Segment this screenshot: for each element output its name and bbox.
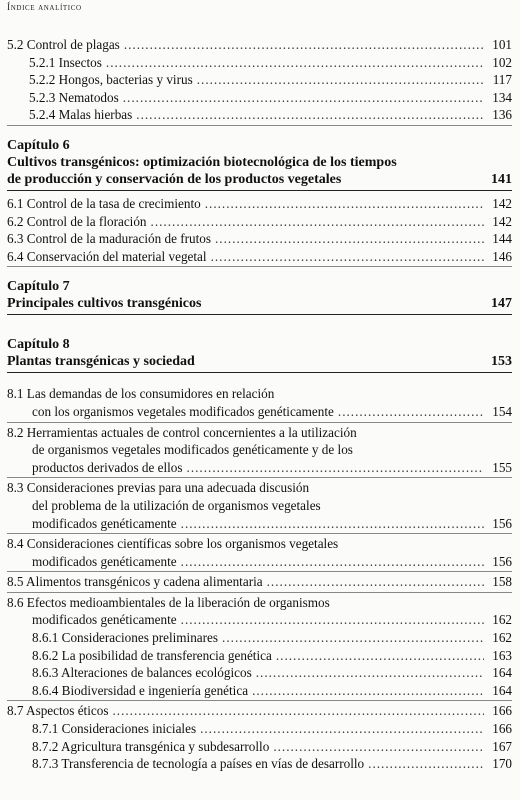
chapter-page-number: 153: [491, 354, 512, 370]
entry-title: Control de la tasa de crecimiento: [26, 195, 201, 211]
toc-entry-8-7[interactable]: [7, 702, 512, 772]
entry-title: Control de la floración: [26, 213, 147, 229]
chapter-page-number: 147: [491, 296, 512, 312]
chapter-label: Capítulo 7: [7, 279, 70, 295]
entry-title: 8.6.4 Biodiversidad e ingeniería genética: [32, 682, 249, 698]
page-number: 154: [492, 403, 512, 419]
toc-entry-6-1[interactable]: [7, 195, 512, 213]
page-number: 136: [492, 107, 512, 123]
leader-dots: [106, 54, 484, 72]
toc-entry-6-2[interactable]: [7, 213, 512, 231]
entry-title-line: del problema de la utilización de organismos vegetales: [32, 497, 321, 513]
leader-dots: [338, 403, 484, 421]
toc-entry-5-2-3[interactable]: [7, 89, 512, 107]
page-number: 101: [492, 37, 512, 52]
leader-dots: [136, 106, 484, 124]
leader-dots: [273, 738, 484, 756]
page-number: 162: [492, 630, 512, 646]
page-number: 156: [492, 515, 512, 531]
chapter-title: Principales cultivos transgénicos: [7, 296, 202, 312]
chapter-page-number: 141: [491, 171, 512, 187]
page-number: 167: [492, 738, 512, 754]
page-number: 142: [492, 213, 512, 229]
entry-number: 5.2: [7, 37, 24, 52]
page-number: 170: [492, 756, 512, 772]
chapter-7-heading[interactable]: [7, 279, 512, 315]
entry-title: Insectos: [58, 54, 102, 70]
page-number: 142: [492, 195, 512, 211]
chapter-6-entries: [7, 195, 512, 267]
entry-title-line: 8.2 Herramientas actuales de control concernientes a la utilización: [7, 424, 357, 440]
toc-entry-8-4[interactable]: [7, 535, 512, 572]
toc-entry-8-7-2[interactable]: [7, 738, 512, 756]
leader-dots: [215, 230, 484, 248]
running-head: Índice analítico: [7, 3, 82, 13]
leader-dots: [200, 720, 484, 738]
leader-dots: [181, 611, 484, 629]
page-number: 164: [492, 665, 512, 681]
leader-dots: [222, 629, 484, 647]
toc-entry-5-2[interactable]: [7, 36, 512, 54]
entry-title-line: modificados genéticamente: [32, 553, 177, 569]
entry-number: 6.4: [7, 248, 24, 264]
entry-title-line: 8.1 Las demandas de los consumidores en relación: [7, 386, 275, 402]
page-number: 155: [492, 459, 512, 475]
page-number: 163: [492, 647, 512, 663]
chapter-title-line: de producción y conservación de los productos vegetales: [7, 171, 342, 187]
chapter-6-heading[interactable]: [7, 138, 512, 191]
entry-title: Conservación del material vegetal: [26, 248, 207, 264]
entry-title-line: 8.5 Alimentos transgénicos y cadena alimentaria: [7, 574, 263, 590]
chapter-title-line: Cultivos transgénicos: optimización biotecnológica de los tiempos: [7, 154, 397, 170]
entry-title: Control de plagas: [26, 37, 120, 52]
toc-entry-5-2-4[interactable]: [7, 106, 512, 124]
toc-entry-8-5[interactable]: [7, 573, 512, 593]
toc-entry-8-2[interactable]: [7, 424, 512, 479]
entry-title: 8.7.3 Transferencia de tecnología a países en vías de desarrollo: [32, 756, 365, 772]
toc-entry-8-3[interactable]: [7, 479, 512, 534]
entry-title: Nematodos: [58, 89, 119, 105]
entry-title-line: 8.4 Consideraciones científicas sobre los organismos vegetales: [7, 536, 339, 552]
entry-number: 5.2.4: [29, 107, 56, 123]
entry-number: 6.1: [7, 195, 24, 211]
leader-dots: [151, 213, 484, 231]
entry-title-line: 8.6 Efectos medioambientales de la liberación de organismos: [7, 594, 330, 610]
leader-dots: [368, 755, 484, 773]
entry-title-line: 8.7 Aspectos éticos: [7, 703, 109, 719]
leader-dots: [205, 195, 484, 213]
toc-entry-8-6[interactable]: [7, 594, 512, 702]
entry-title-line: con los organismos vegetales modificados genéticamente: [32, 403, 334, 419]
toc-entry-8-7-3[interactable]: [7, 755, 512, 773]
chapter-title: Plantas transgénicas y sociedad: [7, 354, 195, 370]
toc-entry-6-4[interactable]: [7, 248, 512, 266]
leader-dots: [267, 573, 484, 591]
page-number: 166: [492, 721, 512, 737]
entry-title-line: productos derivados de ellos: [32, 459, 183, 475]
entry-title: 8.6.1 Consideraciones preliminares: [32, 630, 219, 646]
entry-number: 6.2: [7, 213, 24, 229]
entry-title: 8.6.3 Alteraciones de balances ecológicos: [32, 665, 252, 681]
toc-entry-8-6-1[interactable]: [7, 629, 512, 647]
toc-entry-8-6-3[interactable]: [7, 664, 512, 682]
table-of-contents: [7, 36, 512, 773]
page-number: 134: [492, 89, 512, 105]
toc-entry-8-1[interactable]: [7, 385, 512, 422]
page-number: 162: [492, 612, 512, 628]
leader-dots: [276, 647, 484, 665]
entry-title: Malas hierbas: [58, 107, 133, 123]
leader-dots: [124, 36, 484, 54]
leader-dots: [256, 664, 484, 682]
page-number: 146: [492, 248, 512, 264]
chapter-label: Capítulo 8: [7, 337, 70, 353]
toc-entry-8-6-2[interactable]: [7, 647, 512, 665]
page-number: 164: [492, 682, 512, 698]
page-number: 166: [492, 703, 512, 719]
entry-number: 5.2.2: [29, 72, 56, 88]
leader-dots: [181, 515, 484, 533]
leader-dots: [197, 71, 484, 89]
entry-title: 8.7.1 Consideraciones iniciales: [32, 721, 197, 737]
entry-title-line: modificados genéticamente: [32, 612, 177, 628]
entry-title: 8.6.2 La posibilidad de transferencia genética: [32, 647, 272, 663]
toc-entry-6-3[interactable]: [7, 230, 512, 248]
section-5-2: [7, 36, 512, 126]
entry-title-line: modificados genéticamente: [32, 515, 177, 531]
entry-number: 6.3: [7, 231, 24, 247]
page-number: 144: [492, 231, 512, 247]
toc-entry-8-7-1[interactable]: [7, 720, 512, 738]
page-number: 102: [492, 54, 512, 70]
entry-number: 5.2.1: [29, 54, 56, 70]
leader-dots: [181, 553, 484, 571]
page-number: 156: [492, 553, 512, 569]
leader-dots: [187, 459, 484, 477]
toc-entry-5-2-1[interactable]: [7, 54, 512, 72]
leader-dots: [123, 89, 484, 107]
entry-title: Hongos, bacterias y virus: [58, 72, 193, 88]
entry-title-line: 8.3 Consideraciones previas para una adecuada discusión: [7, 480, 310, 496]
page-number: 158: [492, 574, 512, 590]
entry-title-line: de organismos vegetales modificados genéticamente y de los: [32, 442, 353, 458]
toc-entry-5-2-2[interactable]: [7, 71, 512, 89]
toc-entry-8-6-4[interactable]: [7, 682, 512, 700]
chapter-8-heading[interactable]: [7, 337, 512, 373]
leader-dots: [211, 248, 484, 266]
leader-dots: [252, 682, 484, 700]
leader-dots: [112, 702, 484, 720]
entry-title: Control de la maduración de frutos: [26, 231, 211, 247]
entry-title: 8.7.2 Agricultura transgénica y subdesarrollo: [32, 738, 270, 754]
entry-number: 5.2.3: [29, 89, 56, 105]
chapter-label: Capítulo 6: [7, 137, 70, 153]
page-number: 117: [492, 72, 512, 88]
